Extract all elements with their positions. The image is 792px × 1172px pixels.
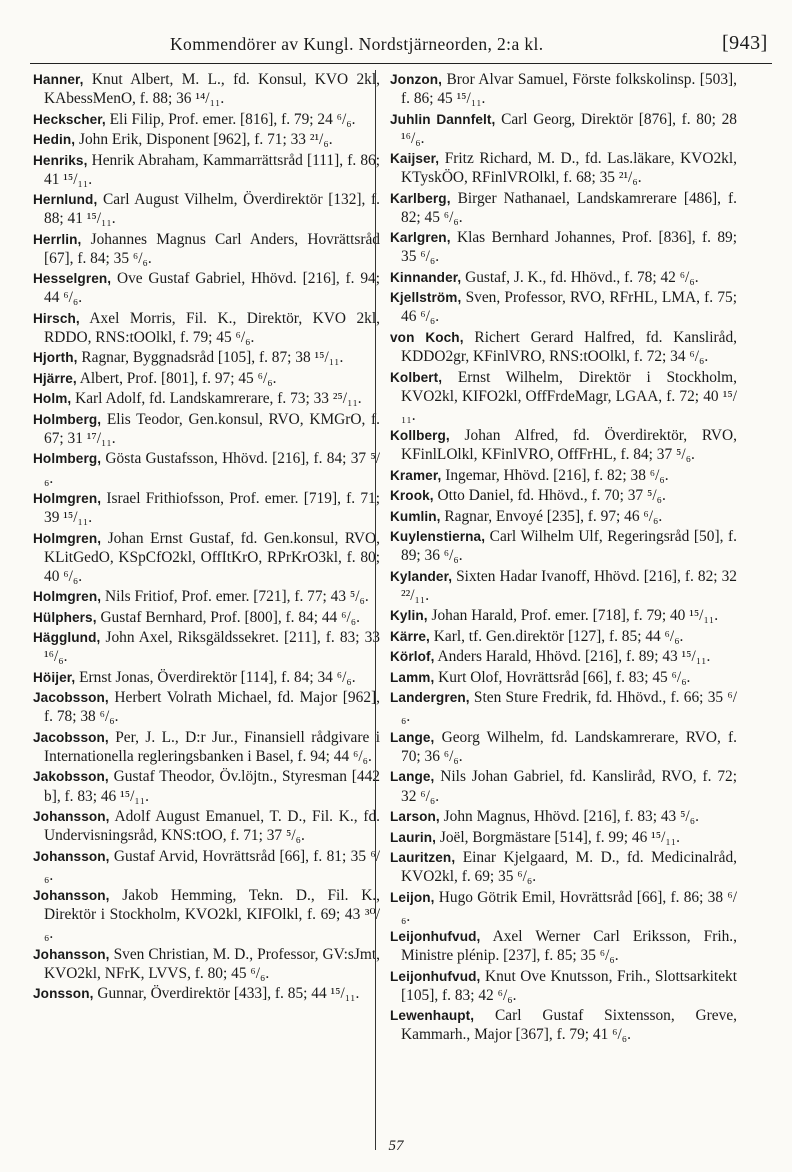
register-entry: [390, 647, 737, 666]
entry-details: Ragnar, Byggnadsråd [105], f. 87; 38 ¹⁵/₁₁.: [77, 349, 344, 367]
entry-name: Hägglund,: [33, 630, 101, 646]
register-entry: [33, 70, 380, 108]
right-column: [390, 70, 737, 1046]
register-entry: [390, 1006, 737, 1044]
entry-details: Ragnar, Envoyé [235], f. 97; 46 ⁶/₆.: [440, 507, 663, 525]
entry-name: Jacobsson,: [33, 690, 109, 706]
page-title: Kommendörer av Kungl. Nordstjärneorden, 2:a kl.: [170, 34, 544, 54]
register-entry: [33, 110, 380, 129]
entry-name: Kylin,: [390, 608, 428, 624]
entry-details: Gösta Gustafsson, Hhövd. [216], f. 84; 37 ⁵/₆.: [44, 450, 380, 487]
register-entry: [33, 807, 380, 845]
entry-details: Gustaf Arvid, Hovrättsråd [66], f. 81; 35 ⁶/₆.: [44, 847, 380, 884]
register-entry: [390, 627, 737, 646]
entry-name: Hanner,: [33, 72, 84, 87]
entry-name: Kjellström,: [390, 290, 462, 306]
entry-details: Anders Harald, Hhövd. [216], f. 89; 43 ¹⁵/₁₁.: [434, 648, 711, 666]
entry-name: Laurin,: [390, 829, 437, 845]
entry-details: Elis Teodor, Gen.konsul, RVO, KMGrO, f. 67; 31 ¹⁷/₁₁.: [44, 410, 380, 447]
entry-details: Gustaf Theodor, Öv.löjtn., Styresman [442 b], f. 83; 46 ¹⁵/₁₁.: [44, 768, 380, 805]
entry-name: Larson,: [390, 809, 440, 825]
entry-name: Körlof,: [390, 649, 435, 665]
entry-name: Jacobsson,: [33, 729, 109, 745]
register-entry: [390, 268, 737, 287]
entry-details: Karl, tf. Gen.direktör [127], f. 85; 44 ⁶/₆.: [429, 627, 684, 645]
entry-name: Karlgren,: [390, 230, 451, 246]
entry-name: Lange,: [390, 729, 435, 745]
entry-name: Kumlin,: [390, 508, 441, 524]
left-column: [33, 70, 380, 1005]
register-entry: [33, 449, 380, 487]
entry-details: Ingemar, Hhövd. [216], f. 82; 38 ⁶/₆.: [441, 466, 669, 484]
entry-name: Holmgren,: [33, 530, 102, 546]
entry-details: Johan Alfred, fd. Överdirektör, RVO, KFinlLOlkl, KFinlVRO, OffFrHL, f. 84; 37 ⁵/₆.: [401, 427, 737, 464]
register-entry: [390, 967, 737, 1005]
entry-name: Jonsson,: [33, 986, 94, 1002]
register-entry: [33, 608, 380, 627]
entry-name: Johansson,: [33, 848, 110, 864]
entry-details: Gunnar, Överdirektör [433], f. 85; 44 ¹⁵/₁₁.: [93, 985, 360, 1003]
register-entry: [390, 888, 737, 926]
register-entry: [33, 151, 380, 189]
register-entry: [390, 606, 737, 625]
entry-name: Johansson,: [33, 809, 110, 825]
entry-name: Holm,: [33, 391, 72, 407]
entry-details: Carl Georg, Direktör [876], f. 80; 28 ¹⁶/₆.: [401, 110, 737, 147]
entry-details: Nils Fritiof, Prof. emer. [721], f. 77; 43 ⁵/₆.: [101, 588, 369, 606]
register-entry: [33, 847, 380, 885]
entry-name: Kaijser,: [390, 151, 440, 167]
entry-name: Höijer,: [33, 669, 76, 685]
entry-details: Adolf August Emanuel, T. D., Fil. K., fd. Undervisningsråd, KNS:tOO, f. 71; 37 ⁵/₆.: [44, 808, 380, 845]
register-entry: [33, 688, 380, 726]
entry-details: Ernst Jonas, Överdirektör [114], f. 84; 34 ⁶/₆.: [75, 668, 356, 686]
register-entry: [390, 828, 737, 847]
register-entry: [33, 984, 380, 1003]
entry-name: Hedin,: [33, 132, 76, 148]
entry-name: Hesselgren,: [33, 271, 112, 287]
register-entry: [33, 489, 380, 527]
entry-details: Carl Gustaf Sixtensson, Greve, Kammarh., Major [367], f. 79; 41 ⁶/₆.: [401, 1007, 737, 1044]
entry-name: Johansson,: [33, 946, 110, 962]
entry-name: Holmgren,: [33, 589, 102, 605]
register-entry: [390, 527, 737, 565]
entry-name: Kramer,: [390, 467, 442, 483]
entry-name: Hülphers,: [33, 609, 97, 625]
entry-details: Birger Nathanael, Landskamrerare [486], f. 82; 45 ⁶/₆.: [401, 189, 737, 226]
register-entry: [390, 728, 737, 766]
entry-details: Eli Filip, Prof. emer. [816], f. 79; 24 ⁶/₆.: [105, 110, 356, 128]
register-entry: [390, 189, 737, 227]
register-entry: [33, 369, 380, 388]
entry-details: Sven Christian, M. D., Professor, GV:sJmt, KVO2kl, NFrK, LVVS, f. 80; 45 ⁶/₆.: [44, 945, 380, 982]
entry-details: Karl Adolf, fd. Landskamrerare, f. 73; 33 ²⁵/₁₁.: [71, 390, 362, 408]
entry-name: Hirsch,: [33, 310, 80, 326]
register-entry: [390, 767, 737, 805]
register-entry: [33, 190, 380, 228]
entry-details: Knut Ove Knutsson, Frih., Slottsarkitekt [105], f. 83; 42 ⁶/₆.: [401, 967, 737, 1004]
page-number-bracketed: [943]: [722, 32, 768, 54]
entry-details: Per, J. L., D:r Jur., Finansiell rådgivare i Internationella regleringsbanken i Basel, f. 94; 44 ⁶/₆.: [44, 728, 380, 765]
entry-details: Nils Johan Gabriel, fd. Kansliråd, RVO, f. 72; 32 ⁶/₆.: [401, 768, 737, 805]
register-entry: [390, 668, 737, 687]
entry-details: Albert, Prof. [801], f. 97; 45 ⁶/₆.: [76, 369, 277, 387]
register-entry: [33, 945, 380, 983]
register-entry: [33, 628, 380, 666]
entry-name: Kollberg,: [390, 428, 450, 444]
register-entry: [390, 328, 737, 366]
entry-details: Carl Wilhelm Ulf, Regeringsråd [50], f. 89; 36 ⁶/₆.: [401, 528, 737, 565]
entry-name: Juhlin Dannfelt,: [390, 111, 496, 127]
register-entry: [390, 927, 737, 965]
register-entry: [33, 348, 380, 367]
entry-name: Hjorth,: [33, 350, 78, 366]
register-entry: [390, 149, 737, 187]
entry-name: Karlberg,: [390, 190, 451, 206]
entry-name: Heckscher,: [33, 111, 106, 127]
entry-details: John Erik, Disponent [962], f. 71; 33 ²¹/₆.: [75, 131, 333, 149]
entry-details: Fritz Richard, M. D., fd. Las.läkare, KVO2kl, KTyskÖO, RFinlVROlkl, f. 68; 35 ²¹/₆.: [401, 150, 737, 187]
entry-name: Lewenhaupt,: [390, 1008, 475, 1024]
register-entry: [390, 688, 737, 726]
register-entry: [390, 486, 737, 505]
entry-details: John Magnus, Hhövd. [216], f. 83; 43 ⁵/₆.: [439, 808, 699, 826]
register-entry: [390, 228, 737, 266]
entry-details: Herbert Volrath Michael, fd. Major [962], f. 78; 38 ⁶/₆.: [44, 689, 380, 726]
entry-name: Kinnander,: [390, 269, 462, 285]
entry-details: Einar Kjelgaard, M. D., fd. Medicinalråd, KVO2kl, f. 69; 35 ⁶/₆.: [401, 849, 737, 886]
entry-details: Hugo Götrik Emil, Hovrättsråd [66], f. 86; 38 ⁶/₆.: [401, 888, 737, 925]
register-entry: [33, 410, 380, 448]
entry-name: Holmberg,: [33, 451, 102, 467]
entry-details: Gustaf Bernhard, Prof. [800], f. 84; 44 ⁶/₆.: [96, 608, 360, 626]
entry-name: Leijon,: [390, 889, 435, 905]
entry-name: Johansson,: [33, 888, 110, 904]
entry-details: Joël, Borgmästare [514], f. 99; 46 ¹⁵/₁₁.: [436, 828, 680, 846]
register-entry: [33, 269, 380, 307]
entry-details: Sven, Professor, RVO, RFrHL, LMA, f. 75; 46 ⁶/₆.: [401, 289, 737, 326]
register-entry: [33, 728, 380, 766]
entry-name: Kärre,: [390, 628, 430, 644]
entry-details: Johan Harald, Prof. emer. [718], f. 79; 40 ¹⁵/₁₁.: [427, 607, 719, 625]
register-entry: [33, 668, 380, 687]
register-entry: [390, 807, 737, 826]
entry-name: Leijonhufvud,: [390, 968, 481, 984]
entry-details: Axel Werner Carl Eriksson, Frih., Ministre plénip. [237], f. 85; 35 ⁶/₆.: [401, 928, 737, 965]
entry-details: Carl August Vilhelm, Överdirektör [132], f. 88; 41 ¹⁵/₁₁.: [44, 191, 380, 228]
entry-details: Gustaf, J. K., fd. Hhövd., f. 78; 42 ⁶/₆.: [461, 268, 699, 286]
entry-name: Kuylenstierna,: [390, 529, 486, 545]
register-entry: [390, 70, 737, 108]
entry-details: Sixten Hadar Ivanoff, Hhövd. [216], f. 82; 32 ²²/₁₁.: [401, 567, 737, 604]
register-entry: [33, 130, 380, 149]
entry-name: Hernlund,: [33, 192, 98, 208]
register-entry: [390, 507, 737, 526]
entry-name: Krook,: [390, 488, 434, 504]
entry-name: Kylander,: [390, 568, 453, 584]
register-entry: [33, 886, 380, 943]
entry-details: Ernst Wilhelm, Direktör i Stockholm, KVO2kl, KIFO2kl, OffFrdeMagr, LGAA, f. 72; 40 ¹⁵/₁₁.: [401, 368, 737, 424]
register-entry: [33, 529, 380, 586]
register-entry: [390, 368, 737, 425]
entry-name: Holmberg,: [33, 411, 102, 427]
entry-name: Jakobsson,: [33, 769, 109, 785]
entry-details: Ove Gustaf Gabriel, Hhövd. [216], f. 94; 44 ⁶/₆.: [44, 270, 380, 307]
entry-name: von Koch,: [390, 329, 464, 345]
register-entry: [390, 426, 737, 464]
entry-details: Klas Bernhard Johannes, Prof. [836], f. 89; 35 ⁶/₆.: [401, 229, 737, 266]
entry-details: Georg Wilhelm, fd. Landskamrerare, RVO, f. 70; 36 ⁶/₆.: [401, 728, 737, 765]
entry-details: Richert Gerard Halfred, fd. Kansliråd, KDDO2gr, KFinlVRO, RNS:tOOlkl, f. 72; 34 ⁶/₆.: [401, 328, 737, 366]
entry-details: Knut Albert, M. L., fd. Konsul, KVO 2kl, KAbessMenO, f. 88; 36 ¹⁴/₁₁.: [44, 71, 380, 108]
entry-details: Henrik Abraham, Kammarrättsråd [111], f. 86; 41 ¹⁵/₁₁.: [44, 151, 380, 188]
page-header: [0, 28, 792, 58]
register-entry: [390, 567, 737, 605]
register-entry: [390, 288, 737, 326]
entry-details: Kurt Olof, Hovrättsråd [66], f. 83; 45 ⁶/₆.: [434, 668, 691, 686]
entry-name: Jonzon,: [390, 72, 443, 87]
entry-name: Lamm,: [390, 669, 435, 685]
entry-details: John Axel, Riksgäldssekret. [211], f. 83; 33 ¹⁶/₆.: [44, 629, 380, 666]
register-entry: [390, 466, 737, 485]
entry-name: Lauritzen,: [390, 850, 456, 866]
entry-name: Hjärre,: [33, 370, 77, 386]
register-entry: [390, 848, 737, 886]
entry-name: Leijonhufvud,: [390, 929, 481, 945]
footer-page-number: 57: [388, 1138, 404, 1154]
register-entry: [390, 110, 737, 148]
entry-name: Holmgren,: [33, 491, 102, 507]
entry-details: Jakob Hemming, Tekn. D., Fil. K., Direktör i Stockholm, KVO2kl, KIFOlkl, f. 69; 43 ³⁰/₆.: [44, 887, 380, 943]
entry-name: Lange,: [390, 769, 435, 785]
entry-name: Kolbert,: [390, 369, 443, 385]
entry-name: Herrlin,: [33, 231, 82, 247]
entry-details: Johan Ernst Gustaf, fd. Gen.konsul, RVO, KLitGedO, KSpCfO2kl, OffItKrO, RPrKrO3kl, f. 80; 40 ⁶/₆.: [44, 529, 380, 585]
register-entry: [33, 767, 380, 805]
entry-details: Johannes Magnus Carl Anders, Hovrättsråd [67], f. 84; 35 ⁶/₆.: [44, 230, 380, 267]
column-divider: [375, 70, 376, 1150]
entry-details: Axel Morris, Fil. K., Direktör, KVO 2kl, RDDO, RNS:tOOlkl, f. 79; 45 ⁶/₆.: [44, 309, 380, 346]
entry-details: Otto Daniel, fd. Hhövd., f. 70; 37 ⁵/₆.: [433, 487, 666, 505]
entry-name: Henriks,: [33, 152, 88, 168]
register-entry: [33, 230, 380, 268]
register-entry: [33, 309, 380, 347]
entry-details: Bror Alvar Samuel, Förste folkskolinsp. [503], f. 86; 45 ¹⁵/₁₁.: [401, 71, 737, 108]
entry-details: Sten Sture Fredrik, fd. Hhövd., f. 66; 35 ⁶/₆.: [401, 689, 737, 726]
header-rule: [30, 63, 772, 64]
register-entry: [33, 389, 380, 408]
entry-name: Landergren,: [390, 690, 470, 706]
register-entry: [33, 587, 380, 606]
entry-details: Israel Frithiofsson, Prof. emer. [719], f. 71; 39 ¹⁵/₁₁.: [44, 490, 380, 527]
